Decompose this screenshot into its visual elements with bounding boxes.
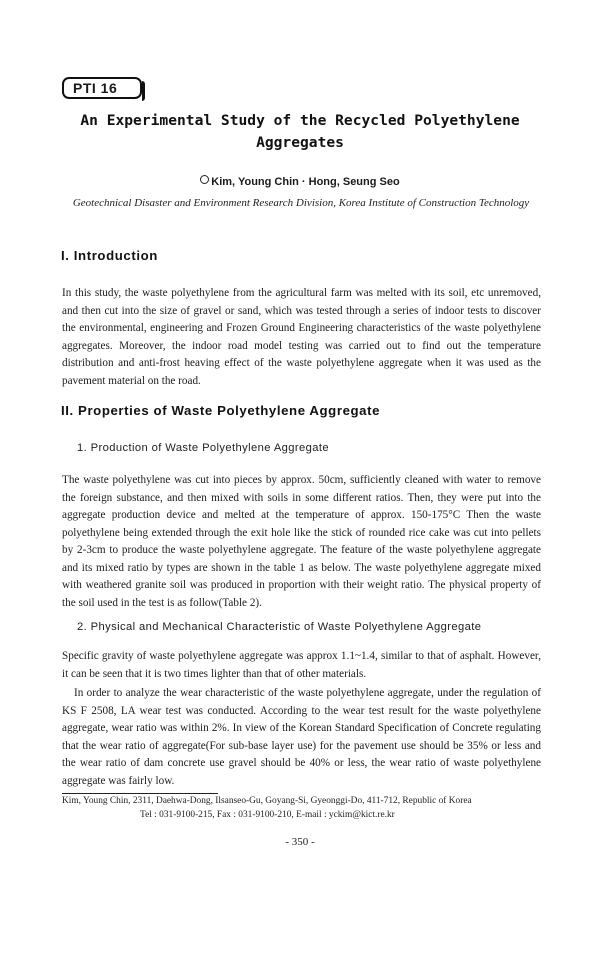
affiliation: Geotechnical Disaster and Environment Research Division, Korea Institute of Construction Technology [72, 197, 530, 209]
subsection-heading-production: 1. Production of Waste Polyethylene Aggregate [77, 442, 330, 454]
footnote-address: Kim, Young Chin, 2311, Daehwa-Dong, Ilsanseo-Gu, Goyang-Si, Gyeonggi-Do, 411-712, Republic of Korea [62, 796, 472, 806]
gravity-paragraph: Specific gravity of waste polyethylene aggregate was approx 1.1~1.4, similar to that of asphalt. However, it can be seen that it is two times lighter than that of other materials. [62, 650, 541, 680]
intro-paragraph: In this study, the waste polyethylene from the agricultural farm was melted with its soil, etc unremoved, and then cut into the size of gravel or sand, which was tested through a series of indoor tests to discover the environmental, engineering and Frozen Ground Engineering characteristics of the waste polyethylene aggregates. Moreover, the indoor road model testing was carried out to find out the temperature distribution and anti-frost heaving effect of the waste polyethylene aggregate when it was used as the pavement material on the road. [62, 287, 541, 387]
session-tag: PTI 16 [62, 77, 142, 99]
footnote-rule [62, 793, 218, 794]
footnote-contact: Tel : 031-9100-215, Fax : 031-9100-210, E-mail : yckim@kict.re.kr [140, 810, 395, 820]
author-names: Kim, Young Chin · Hong, Seung Seo [211, 176, 400, 188]
author-line [60, 175, 540, 188]
title-line-2: Aggregates [256, 134, 344, 151]
page-number: - 350 - [285, 836, 315, 848]
title-line-1: An Experimental Study of the Recycled Polyethylene [80, 112, 520, 129]
subsection-heading-characteristics: 2. Physical and Mechanical Characteristic of Waste Polyethylene Aggregate [77, 621, 482, 633]
wear-paragraph: In order to analyze the wear characteristic of the waste polyethylene aggregate, under the regulation of KS F 2508, LA wear test was conducted. According to the wear test result for the waste polyethylene aggregate, wear ratio was within 2%. In view of the Korean Standard Specification of Concrete regulating that the wear ratio of aggregate(For sub-base layer use) for the pavement use should be 35% or less and the wear ratio of dam concrete use gravel should be 40% or less, the wear ratio of waste polyethylene aggregate was fairly low. [62, 687, 541, 787]
section-heading-properties: II. Properties of Waste Polyethylene Aggregate [61, 403, 381, 418]
section-heading-introduction: I. Introduction [61, 248, 158, 263]
production-paragraph: The waste polyethylene was cut into pieces by approx. 50cm, sufficiently cleaned with water to remove the foreign substance, and then mixed with soils in some different ratios. Then, they were put into the aggregate production device and melted at the temperature of approx. 150-175°C Then the waste polyethylene being extended through the exit hole like the stick of rounded rice cake was cut into pellets by 2-3cm to produce the waste polyethylene aggregate. The feature of the waste polyethylene aggregate and its mixed ratio by types are shown in the table 1 as below. The waste polyethylene aggregate mixed with weathered granite soil was produced in proportion with their weight ratio. The physical property of the soil used in the test is as follow(Table 2). [62, 474, 541, 609]
presenter-circle-icon [200, 175, 209, 184]
paper-title [60, 110, 540, 154]
